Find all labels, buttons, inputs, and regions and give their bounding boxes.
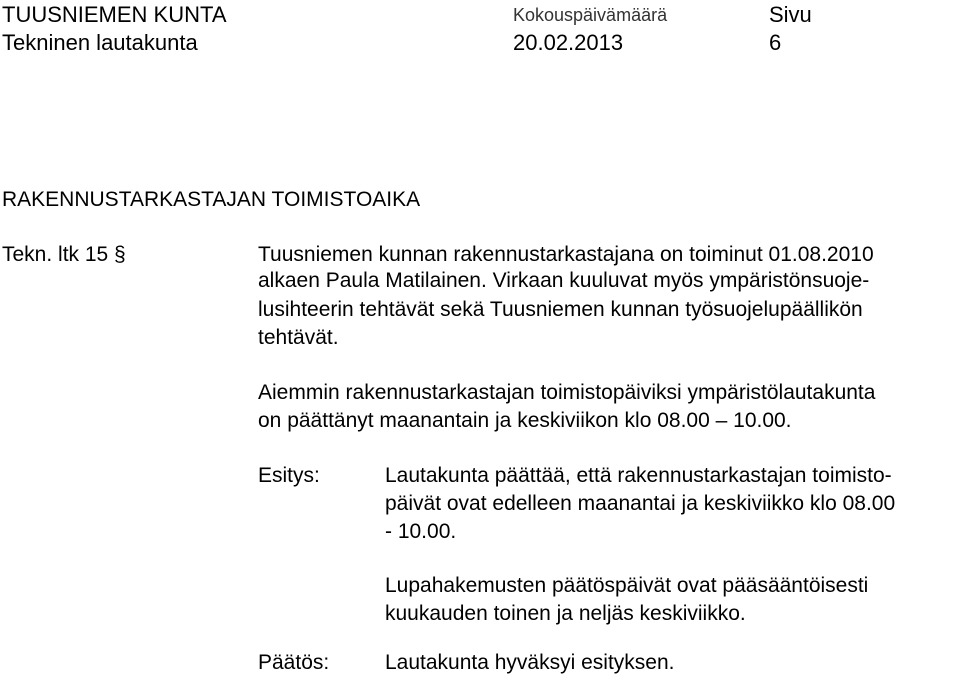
paragraph-line: alkaen Paula Matilainen. Virkaan kuuluvat myös ympäristönsuoje- xyxy=(258,269,870,292)
paragraph-line: Aiemmin rakennustarkastajan toimistopäiviksi ympäristölautakunta xyxy=(258,381,876,404)
decision-label: Päätös: xyxy=(258,651,330,674)
section-title: RAKENNUSTARKASTAJAN TOIMISTOAIKA xyxy=(2,188,421,211)
board-name: Tekninen lautakunta xyxy=(2,30,198,55)
paragraph-line: on päättänyt maanantain ja keskiviikon klo 08.00 – 10.00. xyxy=(258,409,792,432)
page-label: Sivu xyxy=(769,2,812,27)
proposal-label: Esitys: xyxy=(258,464,320,487)
paragraph-line: päivät ovat edelleen maanantai ja keskiviikko klo 08.00 xyxy=(385,492,896,515)
paragraph-line: - 10.00. xyxy=(385,520,457,543)
paragraph-line: Lautakunta päättää, että rakennustarkastajan toimisto- xyxy=(385,464,892,487)
paragraph-line: kuukauden toinen ja neljäs keskiviikko. xyxy=(385,602,746,625)
paragraph-line: tehtävät. xyxy=(258,326,339,349)
section-reference: Tekn. ltk 15 § xyxy=(2,243,126,266)
paragraph-line: lusihteerin tehtävät sekä Tuusniemen kunnan työsuojelupäällikön xyxy=(258,298,863,321)
decision-text: Lautakunta hyväksyi esityksen. xyxy=(385,651,675,674)
paragraph-line: Lupahakemusten päätöspäivät ovat pääsääntöisesti xyxy=(385,574,869,597)
meeting-date: 20.02.2013 xyxy=(513,30,624,55)
org-name: TUUSNIEMEN KUNTA xyxy=(2,2,227,27)
meeting-date-label: Kokouspäivämäärä xyxy=(513,5,668,25)
paragraph-line: Tuusniemen kunnan rakennustarkastajana on toiminut 01.08.2010 xyxy=(258,243,874,266)
page-number: 6 xyxy=(769,30,782,55)
